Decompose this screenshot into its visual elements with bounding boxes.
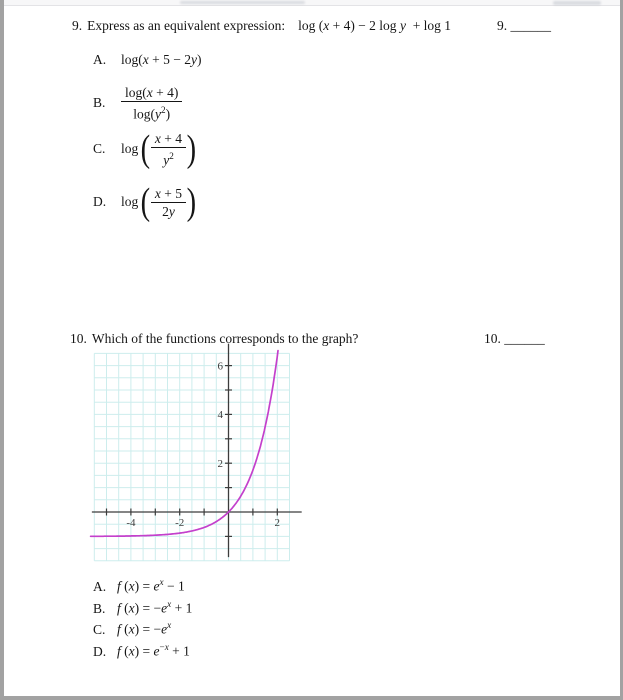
choice-expression: f $(x) = e^{-x} + 1$ bbox=[117, 642, 190, 659]
right-paren: ) bbox=[186, 181, 197, 223]
choice-letter: D. bbox=[93, 643, 107, 659]
fraction-numerator: log(x + 4) bbox=[121, 85, 182, 102]
choice-letter: B. bbox=[93, 95, 106, 111]
page-seam-remnant bbox=[553, 1, 601, 5]
svg-text:-4: -4 bbox=[126, 517, 136, 529]
right-paren: ) bbox=[186, 128, 197, 170]
q9-choice-d bbox=[93, 183, 197, 221]
page-seam-remnant bbox=[180, 1, 305, 4]
fraction bbox=[151, 186, 186, 219]
svg-text:2: 2 bbox=[274, 517, 281, 529]
choice-letter: A. bbox=[93, 578, 107, 594]
page-edge-left bbox=[0, 0, 4, 700]
fraction-denominator: $\log(y^2)$ bbox=[133, 105, 171, 122]
grid-lines bbox=[94, 353, 289, 560]
fraction-numerator: x + 5 bbox=[151, 186, 186, 203]
choice-letter: C. bbox=[93, 621, 106, 637]
q10-choice-b bbox=[93, 595, 192, 618]
question-10-number: 10. bbox=[70, 331, 87, 346]
fraction-numerator: x + 4 bbox=[151, 131, 186, 148]
fraction-denominator: 2y bbox=[162, 203, 175, 219]
question-9-number: 9. bbox=[72, 18, 83, 33]
choice-letter: D. bbox=[93, 194, 107, 209]
answer-blank: ______ bbox=[510, 18, 551, 33]
choice-letter: C. bbox=[93, 141, 106, 156]
page-seam bbox=[4, 0, 620, 6]
answer-slot-10-number: 10. bbox=[484, 331, 501, 346]
page-edge-bottom bbox=[0, 696, 623, 700]
q9-choice-b bbox=[93, 85, 182, 122]
answer-blank: ______ bbox=[504, 331, 545, 346]
svg-text:-2: -2 bbox=[175, 517, 185, 529]
q10-choice-c bbox=[93, 616, 171, 639]
q9-choice-c bbox=[93, 130, 197, 168]
question-9-expression: log (x + 4) − 2 log y + log 1 bbox=[298, 18, 452, 33]
choice-letter: B. bbox=[93, 600, 106, 616]
svg-text:4: 4 bbox=[217, 409, 223, 422]
question-10-text: Which of the functions corresponds to the graph? bbox=[91, 331, 359, 346]
left-paren: ( bbox=[140, 128, 151, 170]
tick-labels bbox=[126, 360, 280, 529]
q10-choice-d bbox=[93, 638, 190, 661]
answer-slot-10 bbox=[484, 330, 545, 348]
choice-expression: log(x + 5 − 2y) bbox=[121, 52, 202, 67]
choice-expression: f $(x) = -e^x + 1$ bbox=[117, 599, 193, 616]
question-9-stem bbox=[72, 17, 451, 35]
log-word: log bbox=[121, 141, 139, 156]
fraction bbox=[121, 85, 182, 122]
log-word: log bbox=[121, 194, 139, 209]
answer-slot-9 bbox=[497, 17, 551, 35]
choice-expression: f $(x) = -e^x$ bbox=[117, 620, 172, 637]
q10-choice-a bbox=[93, 573, 185, 596]
svg-text:6: 6 bbox=[217, 360, 223, 373]
question-9-text: Express as an equivalent expression: bbox=[87, 18, 286, 33]
fraction bbox=[151, 131, 186, 168]
q9-choice-a bbox=[93, 50, 201, 70]
svg-text:2: 2 bbox=[217, 458, 223, 470]
function-graph-svg bbox=[88, 343, 308, 567]
exponential-graph bbox=[88, 343, 308, 572]
choice-expression: f $(x) = e^x - 1$ bbox=[117, 577, 185, 594]
choice-letter: A. bbox=[93, 52, 107, 67]
axes bbox=[92, 344, 302, 558]
answer-slot-9-number: 9. bbox=[497, 18, 508, 33]
left-paren: ( bbox=[140, 181, 151, 223]
fraction-denominator: $y^2$ bbox=[163, 150, 174, 168]
